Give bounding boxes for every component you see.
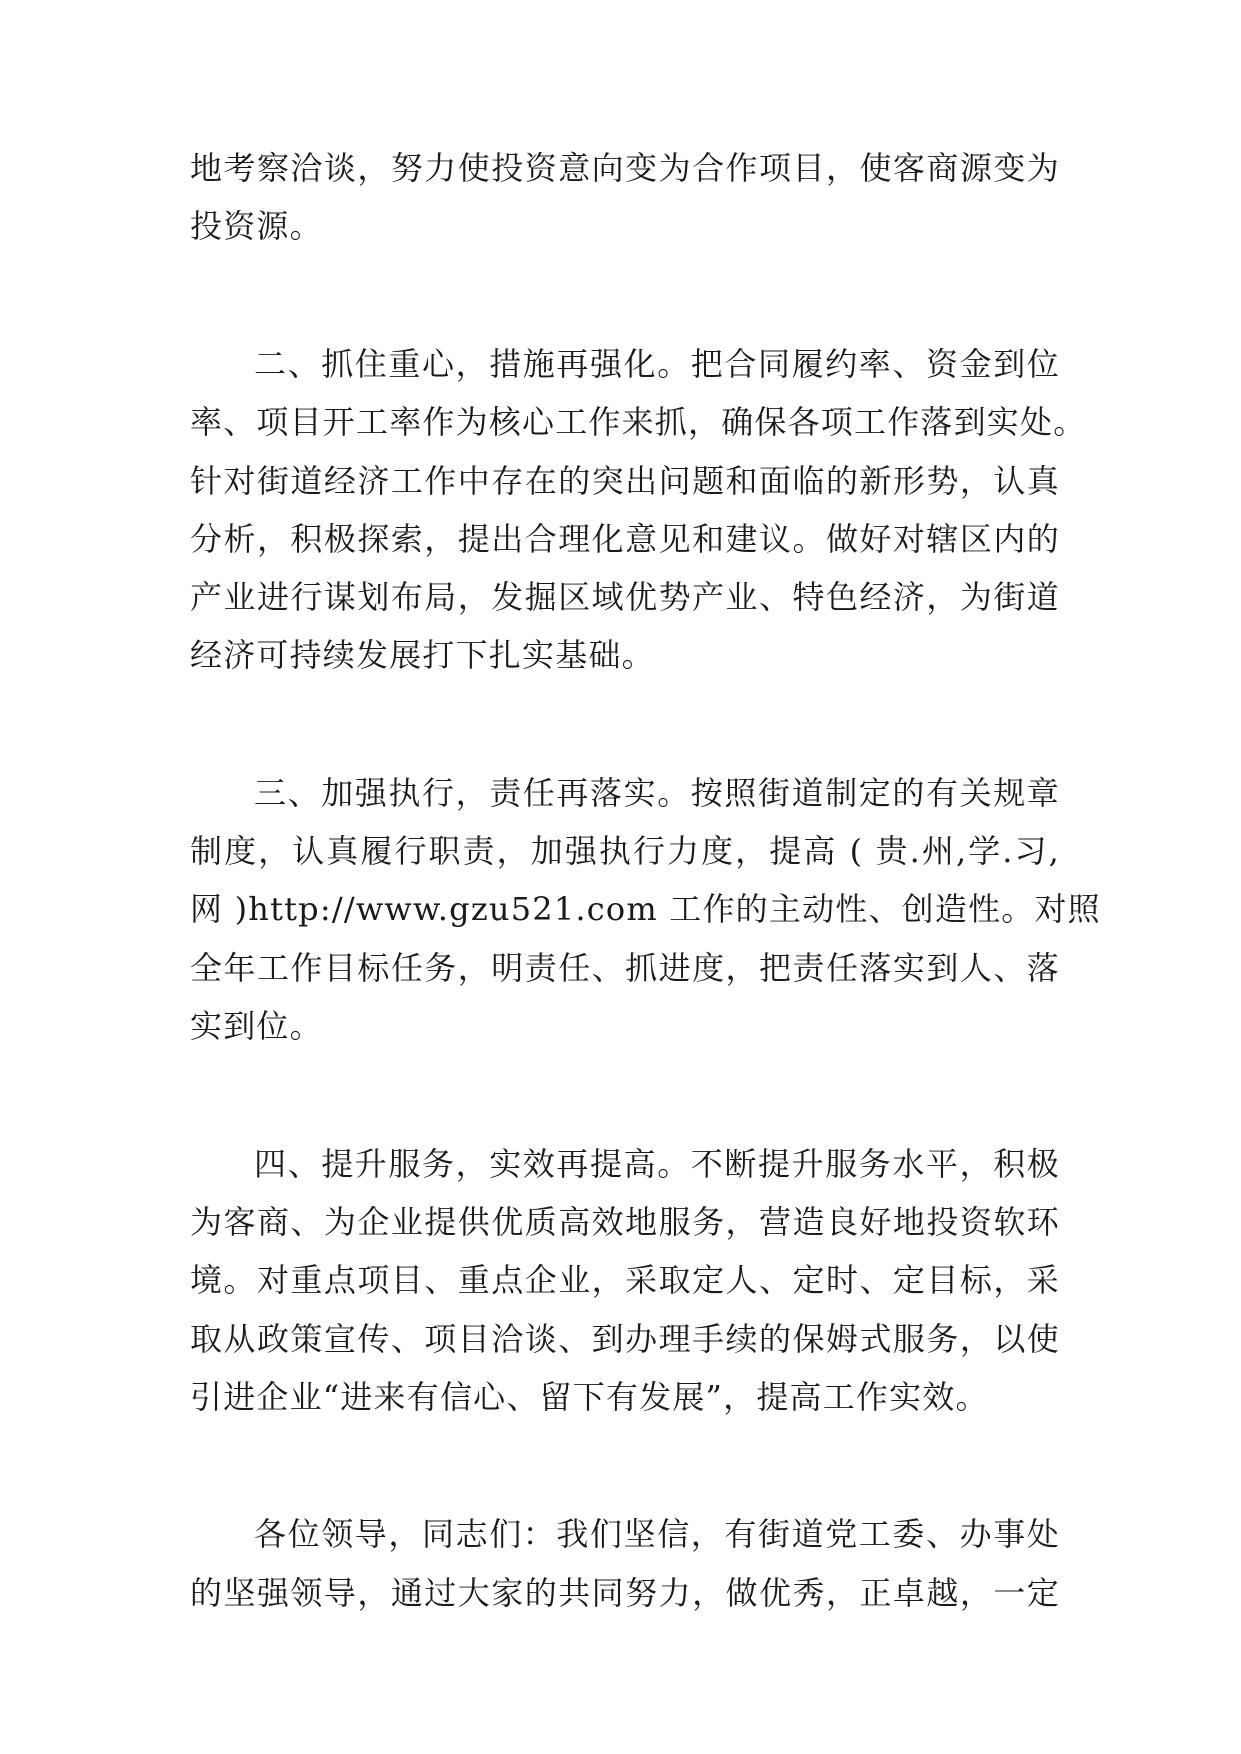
- text-line: 境。对重点项目、重点企业，采取定人、定时、定目标，采: [190, 1261, 1060, 1299]
- text-line: 实到位。: [190, 1007, 323, 1045]
- text-line: 针对街道经济工作中存在的突出问题和面临的新形势，认真: [190, 462, 1060, 500]
- text-line: 经济可持续发展打下扎实基础。: [190, 636, 655, 674]
- text-line: 产业进行谋划布局，发掘区域优势产业、特色经济，为街道: [190, 578, 1060, 616]
- text-line: 取从政策宣传、项目洽谈、到办理手续的保姆式服务，以使: [190, 1320, 1060, 1358]
- text-line: 地考察洽谈，努力使投资意向变为合作项目，使客商源变为: [190, 149, 1060, 187]
- text-line: 投资源。: [190, 207, 323, 245]
- paragraph-first-line: 各位领导，同志们：我们坚信，有街道党工委、办事处: [254, 1515, 1060, 1553]
- paragraph-heading-line: 四、提升服务，实效再提高。不断提升服务水平，积极: [254, 1145, 1060, 1183]
- text-line: 分析，积极探索，提出合理化意见和建议。做好对辖区内的: [190, 520, 1060, 558]
- text-line: 网 )http://www.gzu521.com 工作的主动性、创造性。对照: [190, 890, 1101, 928]
- text-line: 制度，认真履行职责，加强执行力度，提高 ( 贵.州,学.习,: [190, 832, 1060, 870]
- text-line: 全年工作目标任务，明责任、抓进度，把责任落实到人、落: [190, 949, 1060, 987]
- text-line: 的坚强领导，通过大家的共同努力，做优秀，正卓越，一定: [190, 1574, 1060, 1612]
- text-line: 引进企业“进来有信心、留下有发展”，提高工作实效。: [190, 1378, 989, 1416]
- text-line: 为客商、为企业提供优质高效地服务，营造良好地投资软环: [190, 1203, 1060, 1241]
- paragraph-heading-line: 二、抓住重心，措施再强化。把合同履约率、资金到位: [254, 345, 1060, 383]
- paragraph-heading-line: 三、加强执行，责任再落实。按照街道制定的有关规章: [254, 774, 1060, 812]
- text-line: 率、项目开工率作为核心工作来抓，确保各项工作落到实处。: [190, 403, 1087, 441]
